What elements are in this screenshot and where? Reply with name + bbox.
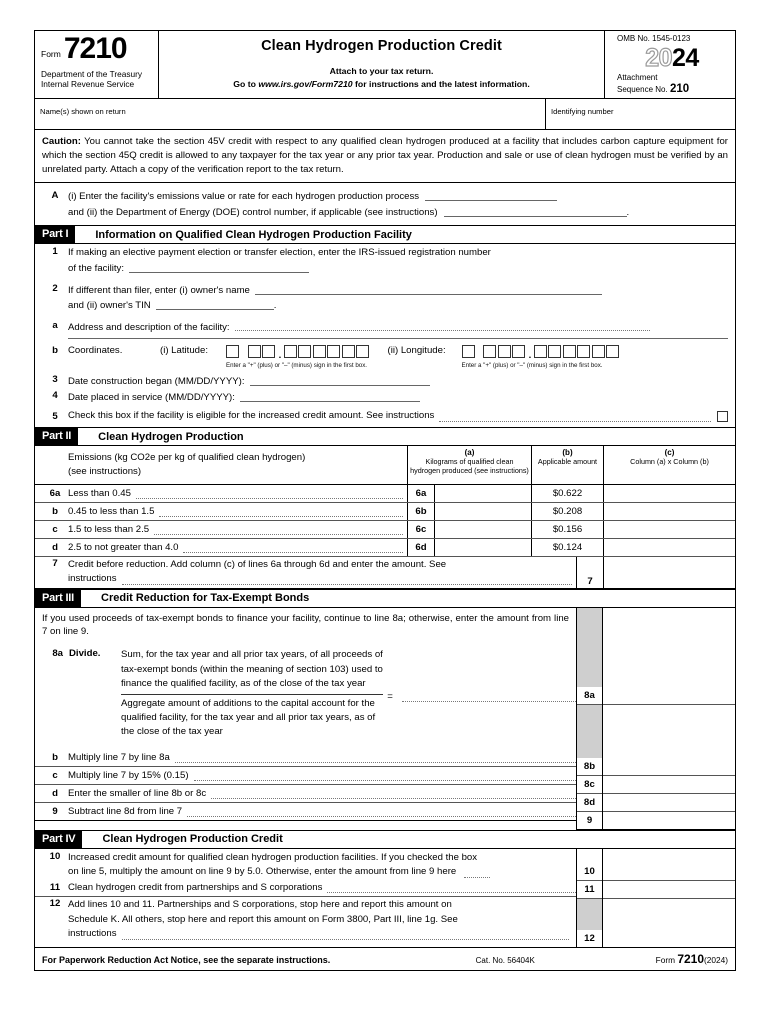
latitude-frac-box[interactable] xyxy=(298,345,311,358)
line-8c-leader-dots xyxy=(194,770,576,781)
line-8b-text: Multiply line 7 by line 8a xyxy=(68,751,170,763)
column-b-letter: (b) xyxy=(562,448,573,457)
line-5-number: 5 xyxy=(52,411,58,423)
line-8d-leader-dots xyxy=(211,788,576,799)
longitude-label: (ii) Longitude: xyxy=(387,345,446,357)
line-2-period: . xyxy=(273,300,277,312)
line-12-text-3: instructions xyxy=(68,928,117,940)
longitude-frac-box[interactable] xyxy=(606,345,619,358)
line-8a-value-input[interactable] xyxy=(603,608,735,705)
goto-instruction xyxy=(165,79,598,89)
line-2-owner-tin-input[interactable] xyxy=(156,298,274,310)
longitude-frac-box[interactable] xyxy=(592,345,605,358)
row-6a-desc: Less than 0.45 xyxy=(68,487,131,499)
row-6d-amount: $0.124 xyxy=(531,539,603,556)
part-1-body xyxy=(35,244,735,427)
form-footer xyxy=(35,947,735,971)
part-4-line-number-column xyxy=(576,849,603,947)
longitude-digit-box[interactable] xyxy=(498,345,511,358)
part-4-label: Part IV xyxy=(35,831,82,848)
agency-block xyxy=(41,69,154,89)
latitude-frac-box[interactable] xyxy=(342,345,355,358)
part-2-desc-line-2: (see instructions) xyxy=(68,466,142,478)
line-1-text: If making an elective payment election or transfer election, enter the IRS-issued registration number xyxy=(68,247,491,259)
row-6d-line-label: 6d xyxy=(407,539,434,556)
row-6b-column-c-input[interactable] xyxy=(603,503,735,520)
name-field[interactable] xyxy=(35,99,546,129)
longitude-decimal-point: . xyxy=(528,350,532,362)
part-3-input-column xyxy=(603,608,735,830)
line-4-date-input[interactable] xyxy=(240,390,420,402)
row-6d-column-c-input[interactable] xyxy=(603,539,735,556)
line-3-date-input[interactable] xyxy=(250,374,430,386)
row-6d-number: d xyxy=(52,541,58,553)
part-4-body xyxy=(35,849,735,947)
line-2a-number: a xyxy=(52,319,58,331)
footer-form-year: (2024) xyxy=(704,954,728,965)
line-8a-fraction-bar xyxy=(121,694,383,695)
line-10-leader-dots xyxy=(464,867,490,878)
latitude-decimal-point: . xyxy=(278,350,282,362)
line-8b-leader-dots xyxy=(175,752,576,763)
line-9-text: Subtract line 8d from line 7 xyxy=(68,805,183,817)
paperwork-notice: For Paperwork Reduction Act Notice, see the separate instructions. xyxy=(42,954,331,965)
form-7210 xyxy=(34,30,736,971)
row-6b-column-a-input[interactable] xyxy=(434,503,531,520)
line-8d-line-label: 8d xyxy=(577,794,602,812)
line-11-leader-dots xyxy=(327,882,576,893)
line-10-number: 10 xyxy=(49,850,61,862)
line-4-text: Date placed in service (MM/DD/YYYY): xyxy=(68,391,235,403)
line-10-text-2: on line 5, multiply the amount on line 9 by 5.0. Otherwise, enter the amount from line 9 here xyxy=(68,865,457,877)
line-8d-number: d xyxy=(52,787,58,799)
part-2-desc-line-1: Emissions (kg CO2e per kg of qualified clean hydrogen) xyxy=(68,452,306,463)
line-2-text-2: and (ii) owner's TIN xyxy=(68,300,151,312)
longitude-frac-box[interactable] xyxy=(577,345,590,358)
column-a-letter: (a) xyxy=(464,448,475,457)
header-form-identity xyxy=(35,31,159,98)
header-omb-block xyxy=(605,31,735,98)
line-11-number: 11 xyxy=(49,882,61,894)
column-a-header xyxy=(407,446,531,484)
line-12-value-input[interactable] xyxy=(603,899,735,947)
row-6c-desc: 1.5 to less than 2.5 xyxy=(68,523,150,535)
longitude-digit-box[interactable] xyxy=(483,345,496,358)
longitude-frac-box[interactable] xyxy=(548,345,561,358)
line-12-number: 12 xyxy=(49,898,61,910)
row-6a-column-c-input[interactable] xyxy=(603,485,735,502)
line-11-value-input[interactable] xyxy=(603,881,735,899)
table-row xyxy=(35,521,735,539)
line-8b-row xyxy=(35,749,576,767)
line-2b-coordinates-row xyxy=(35,339,735,369)
latitude-frac-box[interactable] xyxy=(356,345,369,358)
line-11-row xyxy=(35,879,576,897)
name-row xyxy=(35,98,735,129)
row-6b-desc: 0.45 to less than 1.5 xyxy=(68,505,155,517)
line-8c-row xyxy=(35,767,576,785)
shaded-cell xyxy=(577,705,602,758)
table-row xyxy=(35,539,735,557)
part-3-left-column xyxy=(35,608,576,830)
footer-form-identity xyxy=(656,952,728,966)
line-12-text-2: Schedule K. All others, stop here and report this amount on Form 3800, Part III, line 1g. See xyxy=(68,913,458,925)
line-8d-row xyxy=(35,785,576,803)
latitude-frac-box[interactable] xyxy=(313,345,326,358)
column-c-letter: (c) xyxy=(664,448,675,457)
line-7-line-label: 7 xyxy=(576,557,603,588)
line-8b-line-label: 8b xyxy=(577,758,602,776)
line-8b-number: b xyxy=(52,751,58,763)
longitude-frac-box[interactable] xyxy=(563,345,576,358)
line-2a-address-input[interactable] xyxy=(235,320,650,331)
caution-block xyxy=(35,129,735,183)
tax-year xyxy=(613,46,731,71)
agency-line-1: Department of the Treasury xyxy=(41,68,142,79)
caution-label: Caution: xyxy=(42,136,81,148)
part-1-bar xyxy=(35,225,735,244)
latitude-digit-box[interactable] xyxy=(262,345,275,358)
line-9-value-input[interactable] xyxy=(603,812,735,830)
line-8a-number: 8a xyxy=(52,648,63,660)
line-9-row xyxy=(35,803,576,821)
part-2-title: Clean Hydrogen Production xyxy=(98,430,244,443)
line-8a-divide-label: Divide. xyxy=(69,648,101,660)
shaded-cell xyxy=(577,899,602,930)
line-8b-value-input[interactable] xyxy=(603,705,735,776)
attachment-sequence xyxy=(613,73,731,96)
latitude-sign-box[interactable] xyxy=(226,345,239,358)
line-1-text-2: of the facility: xyxy=(68,262,124,274)
line-10-text: Increased credit amount for qualified clean hydrogen production facilities. If you checked the box xyxy=(68,851,478,863)
line-9-number: 9 xyxy=(52,805,58,817)
line-a-text-i: (i) Enter the facility's emissions value or rate for each hydrogen production process xyxy=(68,191,420,203)
row-6c-line-label: 6c xyxy=(407,521,434,538)
row-6a-line-label: 6a xyxy=(407,485,434,502)
part-2-emissions-description xyxy=(35,446,407,484)
header-title-block xyxy=(159,31,605,98)
line-2a-address-input-2[interactable] xyxy=(68,337,728,339)
part-2-label: Part II xyxy=(35,428,78,445)
latitude-sign-note: Enter a "+" (plus) or "–" (minus) sign in the first box. xyxy=(226,362,368,370)
line-a-text-ii: and (ii) the Department of Energy (DOE) control number, if applicable (see instructions) xyxy=(68,206,438,218)
line-8a-fraction xyxy=(121,648,383,739)
identifying-number-field[interactable] xyxy=(546,99,735,129)
catalog-number: Cat. No. 56404K xyxy=(475,955,535,965)
row-6a-number: 6a xyxy=(49,487,61,499)
line-a-period: . xyxy=(626,206,630,218)
line-7-text: Credit before reduction. Add column (c) of lines 6a through 6d and enter the amount. See xyxy=(68,558,447,570)
line-7-text-2: instructions xyxy=(68,573,117,585)
line-5-leader-dots xyxy=(439,411,711,422)
goto-prefix: Go to xyxy=(233,79,259,89)
line-8c-line-label: 8c xyxy=(577,776,602,794)
line-10-row xyxy=(35,849,576,880)
part-3-value-column xyxy=(576,608,735,830)
latitude-frac-box[interactable] xyxy=(327,345,340,358)
part-4-title: Clean Hydrogen Production Credit xyxy=(102,833,283,846)
part-2-table-head xyxy=(35,446,735,485)
attach-instruction: Attach to your tax return. xyxy=(329,66,434,76)
line-8d-text: Enter the smaller of line 8b or 8c xyxy=(68,787,207,799)
line-2-text: If different than filer, enter (i) owner's name xyxy=(68,284,250,296)
line-8c-value-input[interactable] xyxy=(603,776,735,794)
shaded-cell xyxy=(577,608,602,687)
row-6a-column-a-input[interactable] xyxy=(434,485,531,502)
part-4-input-column xyxy=(603,849,735,947)
row-6d-desc: 2.5 to not greater than 4.0 xyxy=(68,541,179,553)
tax-year-century: 20 xyxy=(645,44,672,72)
footer-form-number: 7210 xyxy=(677,951,705,966)
page-title: Clean Hydrogen Production Credit xyxy=(261,38,502,54)
latitude-label: (i) Latitude: xyxy=(160,345,208,357)
line-4-number: 4 xyxy=(52,389,58,401)
row-6d-leader-dots xyxy=(183,542,403,553)
part-1-label: Part I xyxy=(35,226,75,243)
line-8a-divide-block xyxy=(35,643,576,739)
line-8a-line-label: 8a xyxy=(577,687,602,705)
longitude-digit-box[interactable] xyxy=(512,345,525,358)
longitude-sign-note: Enter a "+" (plus) or "–" (minus) sign in the first box. xyxy=(461,362,603,370)
part-3-title: Credit Reduction for Tax-Exempt Bonds xyxy=(101,592,310,605)
line-a-letter: A xyxy=(51,190,59,202)
sequence-label: Sequence No. xyxy=(617,84,668,94)
line-8c-number: c xyxy=(52,769,58,781)
name-label: Name(s) shown on return xyxy=(40,107,126,117)
column-b-text: Applicable amount xyxy=(537,457,598,466)
line-5-text: Check this box if the facility is eligible for the increased credit amount. See instructions xyxy=(68,410,435,422)
line-12-line-label: 12 xyxy=(584,932,595,944)
line-3-number: 3 xyxy=(52,374,58,386)
footer-form-word: Form xyxy=(655,954,675,965)
latitude-digit-box[interactable] xyxy=(248,345,261,358)
part-4-left-column xyxy=(35,849,576,947)
row-6b-leader-dots xyxy=(159,506,403,517)
line-8c-text: Multiply line 7 by 15% (0.15) xyxy=(68,769,189,781)
form-number: 7210 xyxy=(63,32,127,65)
row-6b-line-label: 6b xyxy=(407,503,434,520)
row-6c-number: c xyxy=(52,523,58,535)
column-c-header xyxy=(603,446,735,484)
part-3-bar xyxy=(35,589,735,608)
column-b-header xyxy=(531,446,603,484)
row-6b-amount: $0.208 xyxy=(531,503,603,520)
line-3-text: Date construction began (MM/DD/YYYY): xyxy=(68,376,245,388)
attachment-label: Attachment xyxy=(617,73,658,82)
longitude-frac-box[interactable] xyxy=(534,345,547,358)
row-6a-leader-dots xyxy=(136,488,403,499)
column-a-text: Kilograms of qualified clean hydrogen produced (see instructions) xyxy=(410,457,529,475)
column-c-text: Column (a) x Column (b) xyxy=(630,457,709,466)
part-3-body xyxy=(35,608,735,830)
line-1-registration-input[interactable] xyxy=(129,261,309,273)
omb-number: OMB No. 1545-0123 xyxy=(617,34,691,43)
line-2-owner-name-input[interactable] xyxy=(255,283,602,295)
line-12-row xyxy=(35,897,576,941)
tax-year-digits: 24 xyxy=(672,44,699,72)
line-7-number: 7 xyxy=(52,557,58,569)
part-3-label: Part III xyxy=(35,590,81,607)
line-9-line-label: 9 xyxy=(577,812,602,830)
row-6c-amount: $0.156 xyxy=(531,521,603,538)
line-a-block xyxy=(35,183,735,225)
line-7-leader-dots xyxy=(122,574,572,585)
line-12-text: Add lines 10 and 11. Partnerships and S corporations, stop here and report this amount on xyxy=(68,899,452,911)
row-6c-leader-dots xyxy=(154,524,403,535)
line-a-input-i[interactable] xyxy=(425,189,557,201)
latitude-frac-box[interactable] xyxy=(284,345,297,358)
line-8a-leader-dots xyxy=(402,691,576,702)
line-11-text: Clean hydrogen credit from partnerships and S corporations xyxy=(68,882,323,894)
line-2b-text: Coordinates. xyxy=(68,345,123,357)
table-row xyxy=(35,485,735,503)
line-12-leader-dots xyxy=(122,929,569,940)
line-2b-number: b xyxy=(52,345,58,357)
line-9-leader-dots xyxy=(187,806,576,817)
form-word-label: Form xyxy=(41,49,61,60)
row-6d-column-a-input[interactable] xyxy=(434,539,531,556)
line-1-number: 1 xyxy=(52,246,58,258)
line-11-line-label: 11 xyxy=(577,881,602,899)
identifying-number-label: Identifying number xyxy=(551,107,614,117)
part-1-title: Information on Qualified Clean Hydrogen Production Facility xyxy=(95,228,412,241)
form-header xyxy=(35,31,735,98)
longitude-group xyxy=(462,345,621,369)
goto-suffix: for instructions and the latest information. xyxy=(352,79,530,89)
line-8a-numerator: Sum, for the tax year and all prior tax years, of all proceeds of tax-exempt bonds (within the meaning of section 103) used to finance the qualified facility, as of the close of the tax year xyxy=(121,649,383,690)
latitude-group xyxy=(226,345,371,369)
row-6c-column-a-input[interactable] xyxy=(434,521,531,538)
line-7-row xyxy=(35,557,735,589)
row-6b-number: b xyxy=(52,505,58,517)
goto-url: www.irs.gov/Form7210 xyxy=(258,79,353,89)
part-4-value-column xyxy=(576,849,735,947)
caution-text: You cannot take the section 45V credit with respect to any qualified clean hydrogen produced at a facility that includes carbon capture equipment for which the section 45Q credit is allowed to any taxpayer for the tax year or any prior tax year. Production and sale or use of clean hydrogen must be verified by an unrelated party. Attach a copy of the verification report to the tax return. xyxy=(42,136,728,175)
line-5-checkbox[interactable] xyxy=(717,411,728,422)
part-4-bar xyxy=(35,830,735,849)
part-3-intro: If you used proceeds of tax-exempt bonds to finance your facility, continue to line 8a; otherwise, enter the amount from line 7 on line 9. xyxy=(42,612,569,638)
line-10-line-label: 10 xyxy=(577,863,602,881)
line-2-number: 2 xyxy=(52,282,58,294)
longitude-sign-box[interactable] xyxy=(462,345,475,358)
part-2-bar xyxy=(35,427,735,446)
spacer-cell xyxy=(577,849,602,863)
line-10-value-input[interactable] xyxy=(603,849,735,881)
line-8d-value-input[interactable] xyxy=(603,794,735,812)
sequence-number: 210 xyxy=(669,82,690,95)
part-3-line-number-column xyxy=(576,608,603,830)
line-8a-denominator: Aggregate amount of additions to the capital account for the qualified facility, for the tax year and all prior tax years, as of the close of the tax year xyxy=(121,697,376,738)
agency-line-2: Internal Revenue Service xyxy=(41,78,135,89)
table-row xyxy=(35,503,735,521)
row-6a-amount: $0.622 xyxy=(531,485,603,502)
line-2a-text: Address and description of the facility: xyxy=(68,321,230,333)
row-6c-column-c-input[interactable] xyxy=(603,521,735,538)
line-8a-equals-sign: = xyxy=(387,691,393,703)
line-7-value-input[interactable] xyxy=(603,557,735,588)
line-a-input-ii[interactable] xyxy=(444,205,627,217)
